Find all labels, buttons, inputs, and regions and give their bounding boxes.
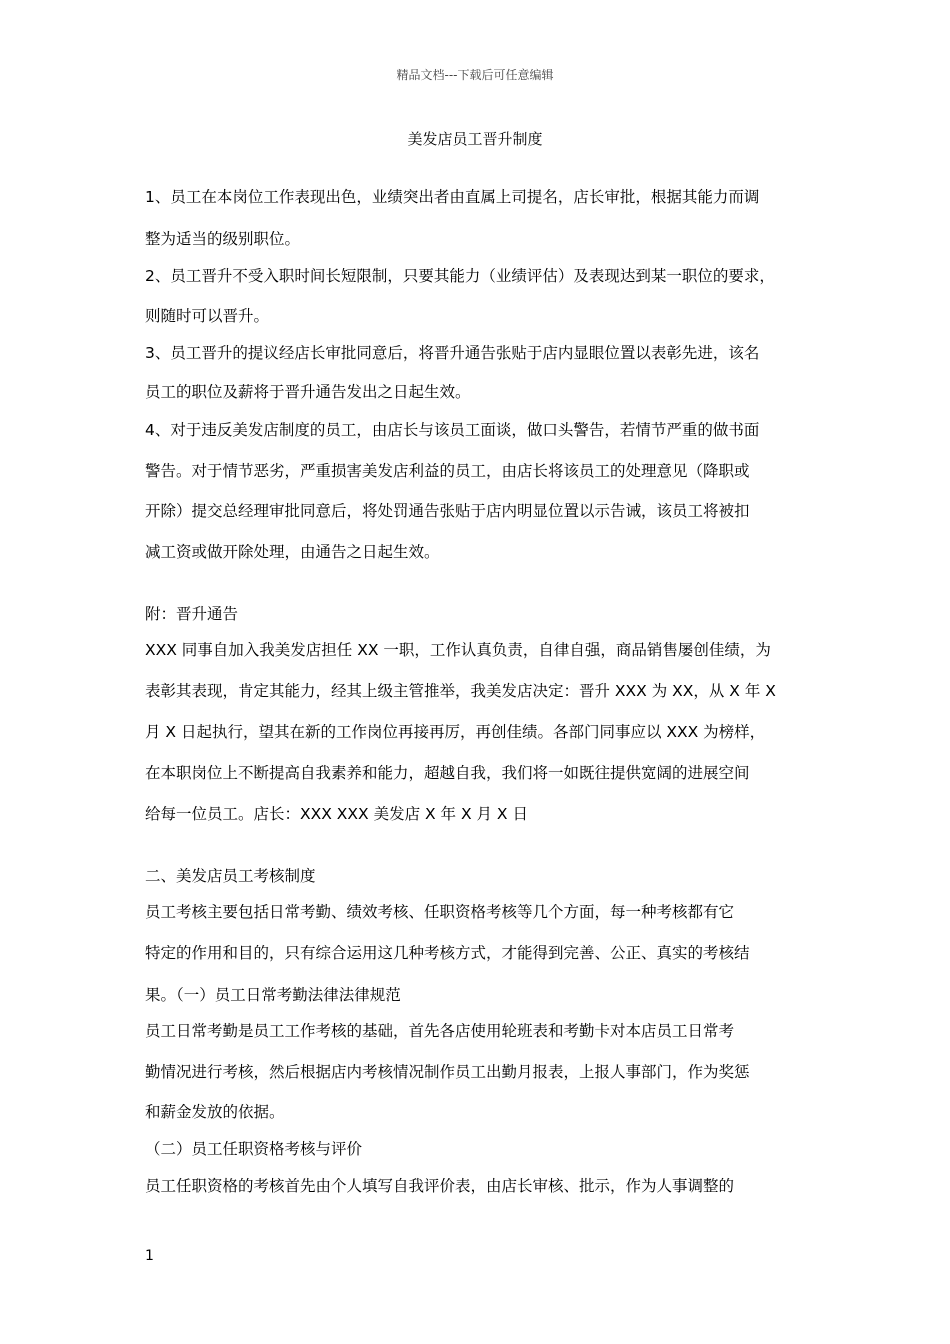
body-line: 勤情况进行考核，然后根据店内考核情况制作员工出勤月报表，上报人事部门，作为奖惩 [145, 1063, 750, 1081]
body-line: 员工的职位及薪将于晋升通告发出之日起生效。 [145, 383, 471, 401]
page-header: 精品文档---下载后可任意编辑 [396, 68, 554, 82]
body-line: 则随时可以晋升。 [145, 307, 270, 325]
body-line: 2、员工晋升不受入职时间长短限制，只要其能力（业绩评估）及表现达到某一职位的要求， [145, 267, 775, 285]
body-line: 开除）提交总经理审批同意后，将处罚通告张贴于店内明显位置以示告诫，该员工将被扣 [145, 502, 750, 520]
notice-heading: 附：晋升通告 [145, 605, 239, 623]
body-line: 3、员工晋升的提议经店长审批同意后，将晋升通告张贴于店内显眼位置以表彰先进，该名 [145, 344, 760, 362]
body-line: 4、对于违反美发店制度的员工，由店长与该员工面谈，做口头警告，若情节严重的做书面 [145, 421, 760, 439]
document-title: 美发店员工晋升制度 [407, 130, 543, 148]
body-line: 月 X 日起执行，望其在新的工作岗位再接再厉，再创佳绩。各部门同事应以 XXX 为榜样， [145, 723, 766, 741]
body-line: 特定的作用和目的，只有综合运用这几种考核方式，才能得到完善、公正、真实的考核结 [145, 944, 750, 962]
body-line: 员工考核主要包括日常考勤、绩效考核、任职资格考核等几个方面，每一种考核都有它 [145, 903, 735, 921]
subsection-heading: （二）员工任职资格考核与评价 [145, 1140, 363, 1158]
body-line: 给每一位员工。店长：XXX XXX 美发店 X 年 X 月 X 日 [145, 805, 528, 823]
section-heading: 二、美发店员工考核制度 [145, 867, 316, 885]
body-line: 果。（一）员工日常考勤法律法律规范 [145, 986, 401, 1004]
body-line: 员工日常考勤是员工工作考核的基础，首先各店使用轮班表和考勤卡对本店员工日常考 [145, 1022, 735, 1040]
body-line: 整为适当的级别职位。 [145, 230, 301, 248]
body-line: 警告。对于情节恶劣，严重损害美发店利益的员工，由店长将该员工的处理意见（降职或 [145, 462, 750, 480]
body-line: 员工任职资格的考核首先由个人填写自我评价表，由店长审核、批示，作为人事调整的 [145, 1177, 735, 1195]
body-line: 1、员工在本岗位工作表现出色，业绩突出者由直属上司提名，店长审批，根据其能力而调 [145, 188, 760, 206]
body-line: 和薪金发放的依据。 [145, 1103, 285, 1121]
body-line: 表彰其表现，肯定其能力，经其上级主管推举，我美发店决定：晋升 XXX 为 XX，从 X 年 X [145, 682, 776, 700]
body-line: 减工资或做开除处理，由通告之日起生效。 [145, 543, 440, 561]
body-line: XXX 同事自加入我美发店担任 XX 一职，工作认真负责，自律自强，商品销售屡创佳绩，为 [145, 641, 771, 659]
page-number: 1 [145, 1248, 154, 1264]
body-line: 在本职岗位上不断提高自我素养和能力，超越自我，我们将一如既往提供宽阔的进展空间 [145, 764, 750, 782]
